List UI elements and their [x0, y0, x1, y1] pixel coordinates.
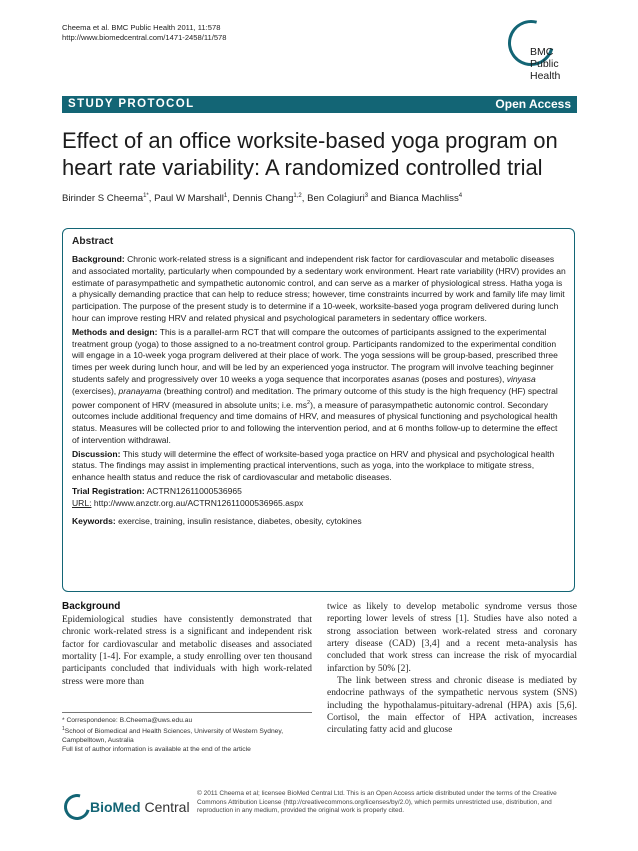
methods-text: (poses and postures),	[419, 373, 507, 384]
author-affil: 3	[364, 193, 369, 199]
article-title	[62, 127, 592, 181]
methods-italic: pranayama	[118, 385, 162, 396]
abstract-background	[72, 254, 566, 325]
author-name: Birinder S Cheema	[62, 193, 144, 205]
methods-text: This is a parallel-arm RCT that will compare the outcomes of participants assigned to the experimental treatment group (yoga) to those assigned to a no-treatment control group. Participants randomized to the experimental condition will engage in a 10-week yoga program delivered at their place of work. The yoga sessions will be group-based, prescribed three times per week during lunch hour, and will be led by an experienced yoga instructor. The program will involve teaching beginner students safely and progressively over 10 weeks a yoga sequence that incorporates	[72, 326, 558, 384]
title-line-2: heart rate variability: A randomized controlled trial	[62, 155, 543, 180]
body-column-right	[327, 601, 577, 737]
logo-normal: Central	[140, 799, 190, 815]
logo-bold: BioMed	[90, 799, 141, 815]
abstract-heading: Abstract	[72, 236, 114, 247]
body-paragraph: twice as likely to develop metabolic syndrome versus those reporting lower levels of stress [1]. Studies have also noted a strong association between work-related stress and coronary artery disease (CAD) [3,4] and a recent meta-analysis has concluded that work stress can increase the risk of myocardial infarction by 50% [2].	[327, 602, 577, 674]
license-text: © 2011 Cheema et al; licensee BioMed Central Ltd. This is an Open Access article distributed under the terms of the Creative Commons Attribution License (http://creativecommons.org/licenses/by/2.0), which permits unrestricted use, distribution, and reproduction in any medium, provided the original work is properly cited.	[197, 790, 557, 815]
biomed-central-logo	[62, 792, 192, 822]
study-protocol-label: STUDY PROTOCOL	[68, 98, 195, 110]
logo-line-2: Public Health	[530, 58, 561, 82]
article-url[interactable]: http://www.biomedcentral.com/1471-2458/11/578	[62, 33, 227, 42]
footnote	[62, 712, 312, 754]
body-column-left	[62, 601, 312, 688]
open-access-label: Open Access	[495, 97, 571, 111]
trial-registration	[72, 486, 566, 498]
methods-sup: 2	[307, 399, 311, 406]
citation-header	[62, 23, 227, 43]
article-type-banner	[62, 96, 577, 113]
author-affil: 1,2	[293, 193, 302, 199]
author-list: Birinder S Cheema$^{1*}$, Paul W Marshall$^1$, Dennis Chang$^{1,2}$, Ben Colagiuri$^3$ and Bianca Machliss$^4$	[62, 193, 463, 205]
abstract-methods-label: Methods and design:	[72, 326, 158, 337]
page-footer	[62, 790, 577, 830]
trial-registration-label: Trial Registration:	[72, 485, 145, 496]
trial-registration-id: ACTRN12611000536965	[146, 485, 242, 496]
citation-text: Cheema et al. BMC Public Health 2011, 11:578	[62, 23, 221, 32]
affiliation	[62, 725, 312, 736]
keywords-text: exercise, training, insulin resistance, diabetes, obesity, cytokines	[118, 515, 362, 526]
body-paragraph: Epidemiological studies have consistently demonstrated that chronic work-related stress is a significant and independent risk factor for cardiovascular and metabolic diseases and associated mortality [1-4]. For example, a study enrolling over ten thousand participants concluded that individuals with high work-related stress were more than	[62, 615, 312, 687]
methods-italic: vinyasa	[506, 373, 536, 384]
logo-line-1: BMC	[530, 46, 554, 58]
methods-text: (exercises),	[72, 385, 119, 396]
title-line-1: Effect of an office worksite-based yoga program on	[62, 128, 558, 153]
abstract-discussion-text: This study will determine the effect of worksite-based yoga practice on HRV and physical and psychological health status. The findings may assist in implementing practical interventions, such as yoga, into the workplace to mitigate stress, enhance health status and reduce the risk of cardiovascular and metabolic diseases.	[72, 448, 555, 483]
author-and: and	[370, 193, 387, 205]
author-name: Ben Colagiuri	[307, 193, 365, 205]
author-name: Bianca Machliss	[389, 193, 459, 205]
abstract-background-label: Background:	[72, 254, 125, 264]
trial-url-label: URL:	[72, 497, 92, 508]
methods-text: (breathing control) and meditation. The primary outcome of this study is the high frequency (HF) spectral power component of HRV (measured in absolute units; i.e. ms	[72, 385, 558, 410]
keywords-label: Keywords:	[72, 515, 116, 526]
abstract-discussion-label: Discussion:	[72, 448, 121, 459]
author-affil: 4	[458, 193, 463, 199]
correspondence: * Correspondence: B.Cheema@uws.edu.au	[62, 717, 193, 724]
abstract-methods	[72, 327, 566, 447]
abstract-background-text: Chronic work-related stress is a significant and independent risk factor for cardiovascular and metabolic diseases and associated mortality, particularly when compounded by a sedentary work environment. Heart rate variability (HRV) provides an estimate of parasympathetic and sympathetic autonomic control, and can serve as a marker of physiological stress. Hatha yoga is a physically demanding practice that can help to reduce stress; however, time constraints incurred by work and family life may limit participation. The purpose of the present study is to determine if a 10-week, worksite-based yoga program delivered during lunch hour can improve resting HRV and related physical and psychological parameters in sedentary office workers.	[72, 254, 566, 323]
abstract-discussion	[72, 449, 566, 484]
author-name: Dennis Chang	[232, 193, 294, 205]
keywords	[72, 516, 566, 528]
body-paragraph: The link between stress and chronic disease is mediated by endocrine pathways of the sympathetic nervous system (SNS) including the hypothalamus-pituitary-adrenal (HPA) axis [5,6]. Cortisol, the main effector of HPA activation, increases circulating fatty acid and glucose	[327, 676, 577, 736]
affiliation-line-2: Campbelltown, Australia	[62, 737, 134, 745]
affiliation-sup: 1	[62, 726, 65, 732]
background-heading: Background	[62, 601, 121, 612]
trial-url	[72, 498, 566, 510]
methods-text: ), a measure of parasympathetic autonomic control. Secondary outcomes include additional frequency and time domains of HRV, and measures of physical functioning and psychological health status. Measures will be collected prior to and following the intervention period, and at 6 months follow-up to determine the effect of intervention withdrawal.	[72, 399, 558, 445]
affiliation-line: School of Biomedical and Health Sciences, University of Western Sydney,	[64, 728, 284, 736]
trial-url-link[interactable]: http://www.anzctr.org.au/ACTRN12611000536965.aspx	[93, 497, 304, 508]
author-name: Paul W Marshall	[154, 193, 224, 205]
bmc-public-health-logo	[500, 18, 590, 82]
full-author-info: Full list of author information is available at the end of the article	[62, 746, 251, 754]
author-affil: 1	[223, 193, 228, 199]
abstract-body	[72, 254, 566, 529]
abstract-box	[62, 228, 575, 592]
methods-italic: asanas	[391, 373, 420, 384]
biomed-central-wordmark	[90, 799, 190, 815]
author-affil: 1*	[143, 193, 149, 199]
